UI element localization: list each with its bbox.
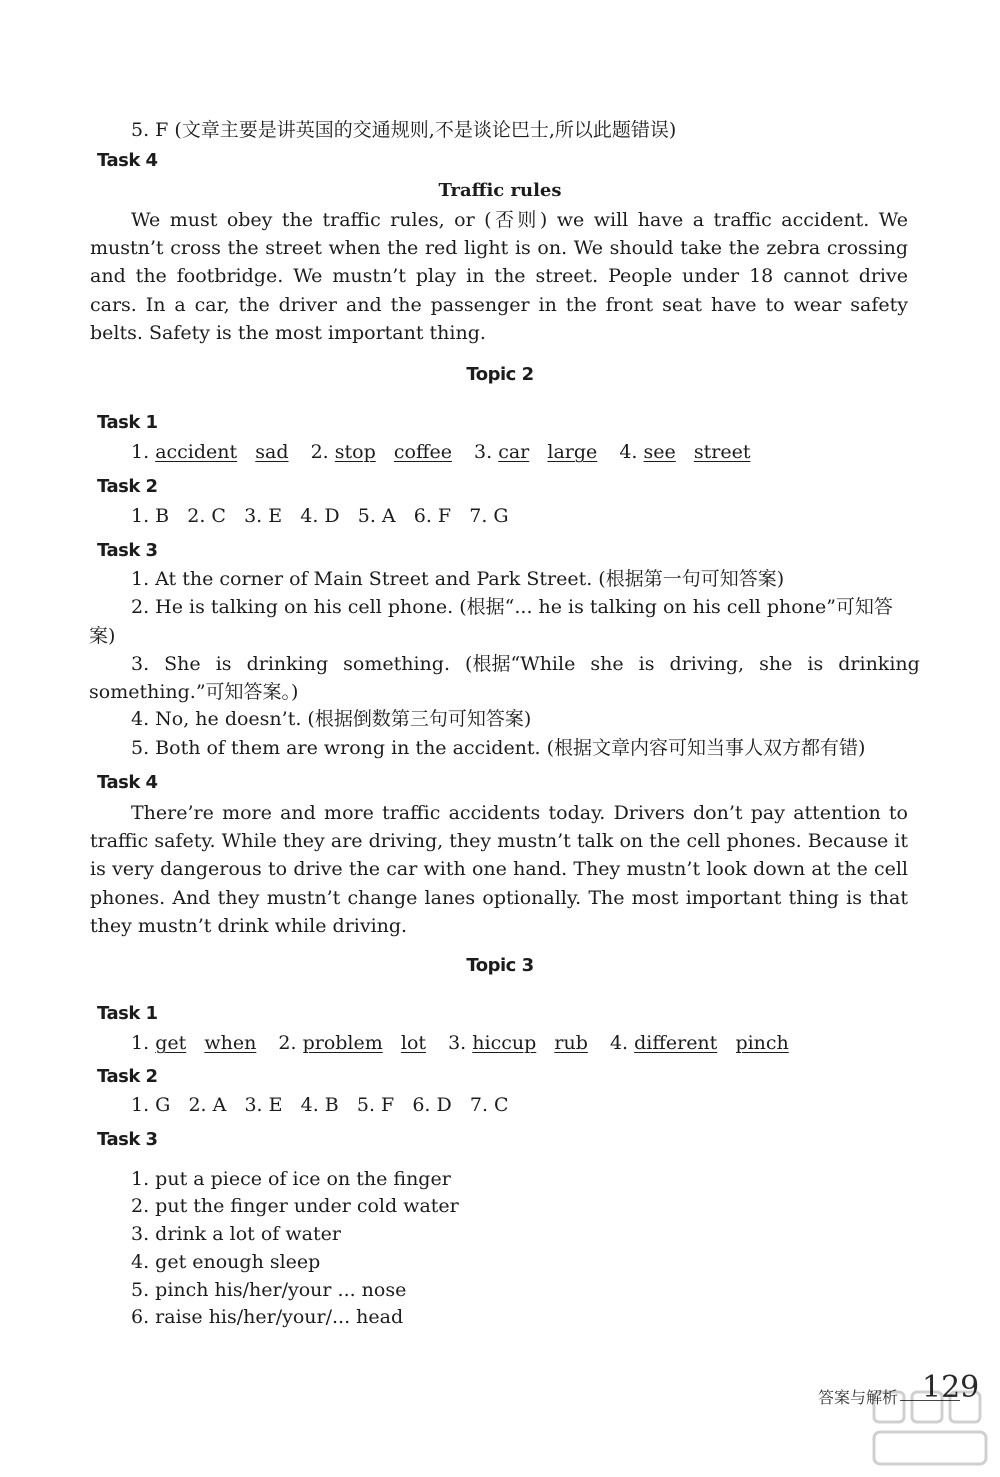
topic3-task3-item-3: 3. drink a lot of water — [131, 1223, 341, 1245]
topic2-task3-label: Task 3 — [97, 540, 158, 561]
topic2-task3-item-2: 2. He is talking on his cell phone. (根据“... he is talking on his cell phone”可知答 — [131, 596, 893, 618]
topic3-task1-label: Task 1 — [97, 1003, 158, 1024]
answer-group: 3. hiccup rub — [448, 1032, 588, 1054]
topic3-task3-item-4: 4. get enough sleep — [131, 1251, 321, 1273]
topic2-task3-item-4: 4. No, he doesn’t. (根据倒数第三句可知答案) — [131, 708, 532, 730]
watermark-logo-icon — [868, 1388, 994, 1470]
answer-group: 3. car large — [474, 441, 598, 463]
topic3-task3-item-6: 6. raise his/her/your/... head — [131, 1306, 404, 1328]
topic3-heading: Topic 3 — [466, 955, 534, 976]
topic3-task1-answers — [131, 1031, 805, 1055]
passage-text: We must obey the traffic rules, or (否则) we will have a traffic accident. We mustn’t cross the street when the red light is on. We should take the zebra crossing and the footbridge. We mustn’t play in the street. People under 18 cannot drive cars. In a car, the driver and the passenger in the front seat have to wear safety belts. Safety is the most important thing. — [90, 209, 908, 344]
topic3-task3-item-2: 2. put the finger under cold water — [131, 1195, 459, 1217]
answer-group: 2. stop coffee — [310, 441, 452, 463]
topic3-task3-label: Task 3 — [97, 1129, 158, 1150]
topic2-task3-item-2-cont: 案) — [89, 625, 116, 647]
topic2-task1-answers — [131, 440, 767, 464]
footer-section-label: 答案与解析 — [818, 1388, 899, 1407]
topic2-task3-item-3: 3. She is drinking something. (根据“While she is driving, she is drinking — [131, 653, 920, 675]
answer-group: 4. see street — [619, 441, 751, 463]
topic3-task2-answers: 1. G 2. A 3. E 4. B 5. F 6. D 7. C — [131, 1094, 509, 1116]
topic3-task3-item-1: 1. put a piece of ice on the finger — [131, 1168, 451, 1190]
topic2-task4-label: Task 4 — [97, 772, 158, 793]
topic2-heading: Topic 2 — [466, 364, 534, 385]
answer-group: 1. get when — [131, 1032, 257, 1054]
answer-group: 4. different pinch — [609, 1032, 789, 1054]
answer-group: 2. problem lot — [278, 1032, 427, 1054]
topic2-task1-label: Task 1 — [97, 412, 158, 433]
passage-title: Traffic rules — [438, 180, 562, 201]
topic2-task3-item-1: 1. At the corner of Main Street and Park Street. (根据第一句可知答案) — [131, 568, 785, 590]
topic3-task3-item-5: 5. pinch his/her/your ... nose — [131, 1279, 407, 1301]
topic2-task2-label: Task 2 — [97, 476, 158, 497]
answer-group: 1. accident sad — [131, 441, 289, 463]
topic3-task2-label: Task 2 — [97, 1066, 158, 1087]
topic2-task3-item-5: 5. Both of them are wrong in the accident. (根据文章内容可知当事人双方都有错) — [131, 737, 866, 759]
topic2-task4-text: There’re more and more traffic accidents today. Drivers don’t pay attention to traffic safety. While they are driving, they mustn’t talk on the cell phones. Because it is very dangerous to drive the car with one hand. They mustn’t look down at the cell phones. And they mustn’t change lanes optionally. The most important thing is that they mustn’t drink while driving. — [90, 802, 908, 937]
topic1-task4-label: Task 4 — [97, 150, 158, 171]
topic2-task2-answers: 1. B 2. C 3. E 4. D 5. A 6. F 7. G — [131, 505, 509, 527]
topic1-task3-item-5: 5. F (文章主要是讲英国的交通规则,不是谈论巴士,所以此题错误) — [131, 119, 677, 141]
topic2-task3-item-3-cont: something.”可知答案。) — [89, 681, 299, 703]
page-number: 129 — [922, 1370, 980, 1405]
